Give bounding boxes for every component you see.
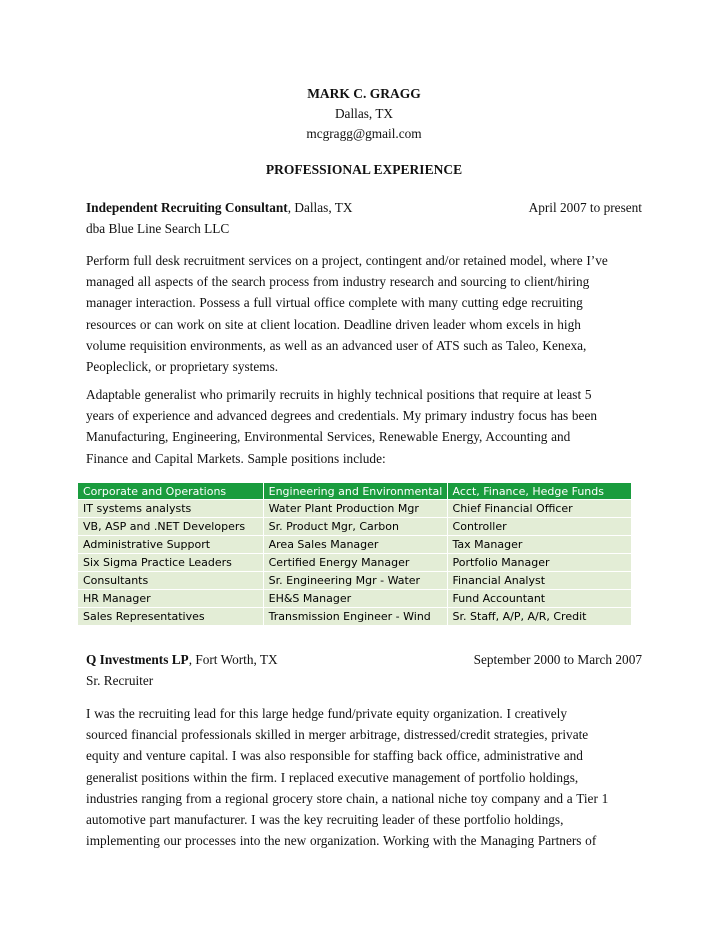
paragraph-line: manager interaction. Possess a full virtual office complete with many cutting edge recruiting [86, 295, 583, 311]
job1-location: , Dallas, TX [287, 200, 353, 215]
table-cell: Water Plant Production Mgr [263, 500, 447, 518]
table-header-row [78, 483, 632, 500]
table-row [78, 590, 632, 608]
paragraph-line: industries ranging from a regional grocery store chain, a national niche toy company and a Tier 1 [86, 790, 609, 806]
table-cell: Six Sigma Practice Leaders [78, 554, 264, 572]
table-cell: Certified Energy Manager [263, 554, 447, 572]
table-cell: Administrative Support [78, 536, 264, 554]
job1-company: Independent Recruiting Consultant [86, 200, 288, 215]
paragraph-line: sourced financial professionals skilled in merger arbitrage, distressed/credit strategies, private [86, 727, 589, 743]
table-header-cell: Corporate and Operations [78, 483, 264, 500]
paragraph-line: years of experience and advanced degrees and credentials. My primary industry focus has been [86, 408, 598, 424]
paragraph-line: Peopleclick, or proprietary systems. [86, 359, 279, 375]
table-header-cell: Acct, Finance, Hedge Funds [447, 483, 631, 500]
candidate-email: mcgragg@gmail.com [306, 126, 422, 141]
paragraph-line: resources or can work on site at client location. Deadline driven leader whom excels in high [86, 316, 581, 332]
table-header-cell: Engineering and Environmental [263, 483, 447, 500]
table-row [78, 572, 632, 590]
table-row [78, 518, 632, 536]
job2-company: Q Investments LP [86, 652, 189, 667]
job1-subtitle: dba Blue Line Search LLC [86, 221, 230, 236]
table-cell: Sr. Engineering Mgr - Water [263, 572, 447, 590]
paragraph-line: Perform full desk recruitment services on a project, contingent and/or retained model, where I’ve [86, 253, 608, 268]
table-cell: Consultants [78, 572, 264, 590]
candidate-location: Dallas, TX [334, 106, 394, 121]
job2-dates: September 2000 to March 2007 [473, 652, 642, 667]
job1-header [86, 197, 642, 218]
table-cell: Tax Manager [447, 536, 631, 554]
table-cell: Transmission Engineer - Wind [263, 608, 447, 626]
job2-subtitle: Sr. Recruiter [86, 673, 154, 688]
paragraph-line: managed all aspects of the search process from industry research and sourcing to client/hiring [86, 274, 590, 290]
paragraph-line: Adaptable generalist who primarily recruits in highly technical positions that require at least 5 [86, 387, 592, 402]
table-cell: HR Manager [78, 590, 264, 608]
paragraph-line: implementing our processes into the new organization. Working with the Managing Partners of [86, 833, 597, 849]
paragraph-line: generalist positions within the firm. I replaced executive management of portfolio holdings, [86, 769, 579, 785]
paragraph-line: Finance and Capital Markets. Sample positions include: [86, 450, 386, 466]
paragraph-line: volume requisition environments, as well as an advanced user of ATS such as Taleo, Kenexa, [86, 337, 587, 353]
job2-paragraph-1 [86, 703, 656, 851]
paragraph-line: I was the recruiting lead for this large hedge fund/private equity organization. I creatively [86, 706, 568, 721]
section-title: PROFESSIONAL EXPERIENCE [265, 162, 463, 177]
table-cell: Sr. Product Mgr, Carbon [263, 518, 447, 536]
job1-dates: April 2007 to present [528, 200, 642, 215]
table-cell: VB, ASP and .NET Developers [78, 518, 264, 536]
job2-header [86, 649, 642, 670]
sample-positions-table [77, 482, 632, 626]
table-cell: EH&S Manager [263, 590, 447, 608]
table-cell: Portfolio Manager [447, 554, 631, 572]
job1-paragraph-2 [86, 384, 656, 469]
table-row [78, 554, 632, 572]
paragraph-line: Manufacturing, Engineering, Environmental Services, Renewable Energy, Accounting and [86, 429, 571, 445]
table-row [78, 536, 632, 554]
job1-paragraph-1 [86, 250, 656, 377]
paragraph-line: automotive part manufacturer. I was the key recruiting leader of these portfolio holdings, [86, 812, 564, 828]
table-row [78, 500, 632, 518]
job2-location: , Fort Worth, TX [188, 652, 278, 667]
table-cell: Fund Accountant [447, 590, 631, 608]
table-cell: Area Sales Manager [263, 536, 447, 554]
table-cell: Financial Analyst [447, 572, 631, 590]
table-cell: Sr. Staff, A/P, A/R, Credit [447, 608, 631, 626]
table-cell: Controller [447, 518, 631, 536]
table-cell: Sales Representatives [78, 608, 264, 626]
table-cell: IT systems analysts [78, 500, 264, 518]
table-row [78, 608, 632, 626]
candidate-name: MARK C. GRAGG [307, 86, 421, 101]
paragraph-line: equity and venture capital. I was also responsible for staffing back office, administrative and [86, 748, 583, 764]
table-cell: Chief Financial Officer [447, 500, 631, 518]
